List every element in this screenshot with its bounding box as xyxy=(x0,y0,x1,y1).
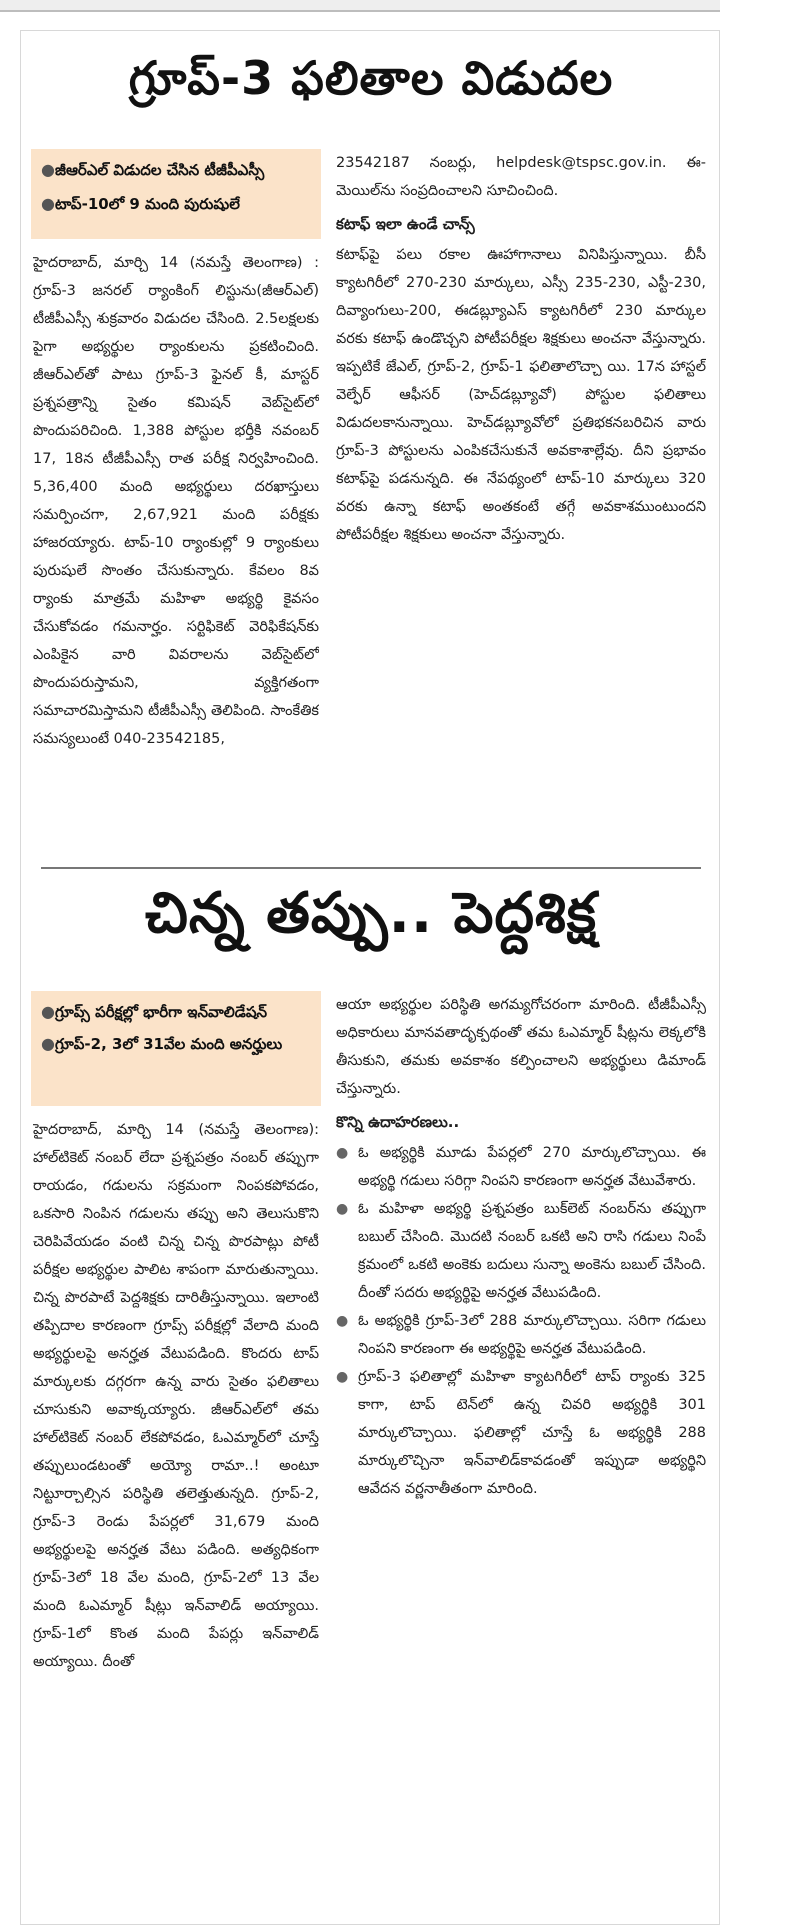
top-strip xyxy=(0,0,720,10)
highlight-item xyxy=(41,193,311,215)
example-text: ఓ అభ్యర్థికి మూడు పేపర్లలో 270 మార్కులొచ్చాయి. ఈ అభ్యర్థి గడులు సరిగ్గా నింపని కారణంగా అనర్హత వేటువేశారు. xyxy=(358,1145,706,1189)
article2-right-column xyxy=(336,991,706,1916)
article1-highlight-box xyxy=(31,149,321,239)
newspaper-clipping xyxy=(20,30,720,1925)
top-strip-border xyxy=(0,10,720,12)
bullet-icon: ● xyxy=(41,1034,55,1053)
article2-headline: చిన్న తప్పు.. పెద్దశిక్ష xyxy=(144,881,598,946)
article1-headline: గ్రూప్‌-3 ఫలితాల విడుదల xyxy=(128,51,614,105)
highlight-text: గ్రూప్‌-2, 3లో 31వేల మంది అనర్హులు xyxy=(55,1035,283,1053)
bullet-icon: ● xyxy=(41,194,55,213)
article2-highlight-box xyxy=(31,991,321,1106)
list-item xyxy=(336,1363,706,1503)
bullet-icon: ● xyxy=(336,1369,349,1385)
highlight-item xyxy=(41,1033,311,1055)
section-divider xyxy=(41,867,701,869)
example-text: ఓ అభ్యర్థికి గ్రూప్‌-3లో 288 మార్కులొచ్చాయి. సరిగా గడులు నింపని కారణంగా ఈ అభ్యర్థిపై అనర్హత వేటుపడింది. xyxy=(358,1313,706,1357)
highlight-text: జీఆర్‌ఎల్‌ విడుదల చేసిన టీజీపీఎస్సీ xyxy=(55,161,265,179)
highlight-text: టాప్‌-10లో 9 మంది పురుషులే xyxy=(55,195,240,213)
bullet-icon: ● xyxy=(41,160,55,179)
list-item xyxy=(336,1307,706,1363)
bullet-icon: ● xyxy=(336,1145,349,1161)
article1-right-column xyxy=(336,149,706,861)
article1-left-column xyxy=(33,249,319,861)
bullet-icon: ● xyxy=(336,1201,349,1217)
article1-body-right-2: కటాఫ్‌పై పలు రకాల ఊహాగానాలు వినిపిస్తున్నాయి. బీసీ క్యాటగిరీలో 270-230 మార్కులు, ఎస్సీ 235-230, ఎస్టీ-230, దివ్యాంగులు-200, ఈడబ్ల్యూఎస్‌ క్యాటగిరీలో 230 మార్కుల వరకు కటాఫ్‌ ఉండొచ్చని పోటీపరీక్షల శిక్షకులు అంచనా వేస్తున్నారు. ఇప్పటికే జేఎల్‌, గ్రూప్‌-2, గ్రూప్‌-1 ఫలితాలొచ్చా యి. 17న హాస్టల్‌ వెల్ఫేర్‌ ఆఫీసర్‌ (హెచ్‌డబ్ల్యూవో) పోస్టుల ఫలితాలు విడుదలకానున్నాయి. హెచ్‌డబ్ల్యూవోలో ప్రతిభకనబరిచిన వారు గ్రూప్‌-3 పోస్టులను ఎంపికచేసుకునే అవకాశాల్లేవు. దీని ప్రభావం కటాఫ్‌పై పడనున్నది. ఈ నేపథ్యంలో టాప్‌-10 మార్కులు 320 వరకు ఉన్నా కటాఫ్‌ అంతకంటే తగ్గే అవకాశముంటుందని పోటీపరీక్షల శిక్షకులు అంచనా వేస్తున్నారు. xyxy=(336,247,706,543)
article1-subhead: కటాఫ్‌ ఇలా ఉండే చాన్స్‌ xyxy=(336,215,475,233)
highlight-item xyxy=(41,159,311,181)
list-item xyxy=(336,1195,706,1307)
list-item xyxy=(336,1139,706,1195)
article2-subhead: కొన్ని ఉదాహరణలు.. xyxy=(336,1113,460,1131)
example-text: ఓ మహిళా అభ్యర్థి ప్రశ్నపత్రం బుక్‌లెట్‌ నంబర్‌ను తప్పుగా బబుల్‌ చేసింది. మొదటి నంబర్‌ ఒకటి అని రాసి గడులు నింపే క్రమంలో ఒకటి అంకెకు బదులు సున్నా అంకెను బబుల్‌ చేసింది. దీంతో సదరు అభ్యర్థిపై అనర్హత వేటుపడింది. xyxy=(358,1201,706,1301)
article1-body-right-1: 23542187 నంబర్లు, helpdesk@tspsc.gov.in. ఈ-మెయిల్‌ను సంప్రదించాలని సూచించింది. xyxy=(336,155,706,199)
highlight-item xyxy=(41,1001,311,1023)
article1-body-left: హైదరాబాద్‌, మార్చి 14 (నమస్తే తెలంగాణ) : గ్రూప్‌-3 జనరల్‌ ర్యాంకింగ్‌ లిస్టును(జీఆర్‌ఎల్‌) టీజీపీఎస్సీ శుక్రవారం విడుదల చేసింది. 2.5లక్షలకు పైగా అభ్యర్థుల ర్యాంకులను ప్రకటించింది. జీఆర్‌ఎల్‌తో పాటు గ్రూప్‌-3 ఫైనల్‌ కీ, మాస్టర్‌ ప్రశ్నపత్రాన్ని సైతం కమిషన్‌ వెబ్‌సైట్‌లో పొందుపరిచింది. 1,388 పోస్టుల భర్తీకి నవంబర్‌ 17, 18న టీజీపీఎస్సీ రాత పరీక్ష నిర్వహించింది. 5,36,400 మంది అభ్యర్థులు దరఖాస్తులు సమర్పించగా, 2,67,921 మంది పరీక్షకు హాజరయ్యారు. టాప్‌-10 ర్యాంకుల్లో 9 ర్యాంకులు పురుషులే సొంతం చేసుకున్నారు. కేవలం 8వ ర్యాంకు మాత్రమే మహిళా అభ్యర్థి కైవసం చేసుకోవడం గమనార్హం. సర్టిఫికెట్‌ వెరిఫికేషన్‌కు ఎంపికైన వారి వివరాలను వెబ్‌సైట్‌లో పొందుపరుస్తామని, వ్యక్తిగతంగా సమాచారమిస్తామని టీజీపీఎస్సీ తెలిపింది. సాంకేతిక సమస్యలుంటే 040-23542185, xyxy=(33,255,319,747)
article2-body-left: హైదరాబాద్‌, మార్చి 14 (నమస్తే తెలంగాణ): హాల్‌టికెట్‌ నంబర్‌ లేదా ప్రశ్నపత్రం నంబర్‌ తప్పుగా రాయడం, గడులను సక్రమంగా నింపకపోవడం, ఒకసారి నింపిన గడులను తప్పు అని తెలుసుకొని చెరిపివేయడం వంటి చిన్న చిన్న పొరపాట్లు పోటీ పరీక్షల అభ్యర్థుల పాలిట శాపంగా మారుతున్నాయి. చిన్న పొరపాటే పెద్దశిక్షకు దారితీస్తున్నాయి. ఇలాంటి తప్పిదాల కారణంగా గ్రూప్స్‌ పరీక్షల్లో వేలాది మంది అభ్యర్థులపై అనర్హత వేటుపడింది. కొందరు టాప్‌ మార్కులకు దగ్గరగా ఉన్న వారు సైతం ఫలితాలు చూసుకుని అవాక్కయ్యారు. జీఆర్‌ఎల్‌లో తమ హాల్‌టికెట్‌ నంబర్‌ లేకపోవడం, ఓఎమ్మార్‌లో చూస్తే తప్పులుండటంతో అయ్యో రామా..! అంటూ నిట్టూర్చాల్సిన పరిస్థితి తలెత్తుతున్నది. గ్రూప్‌-2, గ్రూప్‌-3 రెండు పేపర్లలో 31,679 మంది అభ్యర్థులపై అనర్హత వేటు పడింది. అత్యధికంగా గ్రూప్‌-3లో 18 వేల మంది, గ్రూప్‌-2లో 13 వేల మంది ఓఎమ్మార్‌ షీట్లు ఇన్‌వాలిడ్‌ అయ్యాయి. గ్రూప్‌-1లో కొంత మంది పేపర్లు ఇన్‌వాలిడ్‌ అయ్యాయి. దీంతో xyxy=(33,1122,319,1670)
bullet-icon: ● xyxy=(336,1313,349,1329)
article2-left-column xyxy=(33,1116,319,1916)
examples-list xyxy=(336,1139,706,1503)
article2-body-right: ఆయా అభ్యర్థుల పరిస్థితి అగమ్యగోచరంగా మారింది. టీజీపీఎస్సీ అధికారులు మానవతాదృక్పథంతో తమ ఓఎమ్మార్‌ షీట్లను లెక్కలోకి తీసుకుని, తమకు అవకాశం కల్పించాలని అభ్యర్థులు డిమాండ్‌ చేస్తున్నారు. xyxy=(336,997,706,1097)
example-text: గ్రూప్‌-3 ఫలితాల్లో మహిళా క్యాటగిరీలో టాప్‌ ర్యాంకు 325 కాగా, టాప్‌ టెన్‌లో ఉన్న చివరి అభ్యర్థికి 301 మార్కులొచ్చాయి. ఫలితాల్లో చూస్తే ఓ అభ్యర్థికి 288 మార్కులొచ్చినా ఇన్‌వాలిడ్‌కావడంతో ఇప్పుడా అభ్యర్థిని ఆవేదన వర్ణనాతీతంగా మారింది. xyxy=(358,1369,706,1497)
highlight-text: గ్రూప్స్‌ పరీక్షల్లో భారీగా ఇన్‌వాలిడేషన్‌ xyxy=(55,1003,268,1021)
bullet-icon: ● xyxy=(41,1002,55,1021)
